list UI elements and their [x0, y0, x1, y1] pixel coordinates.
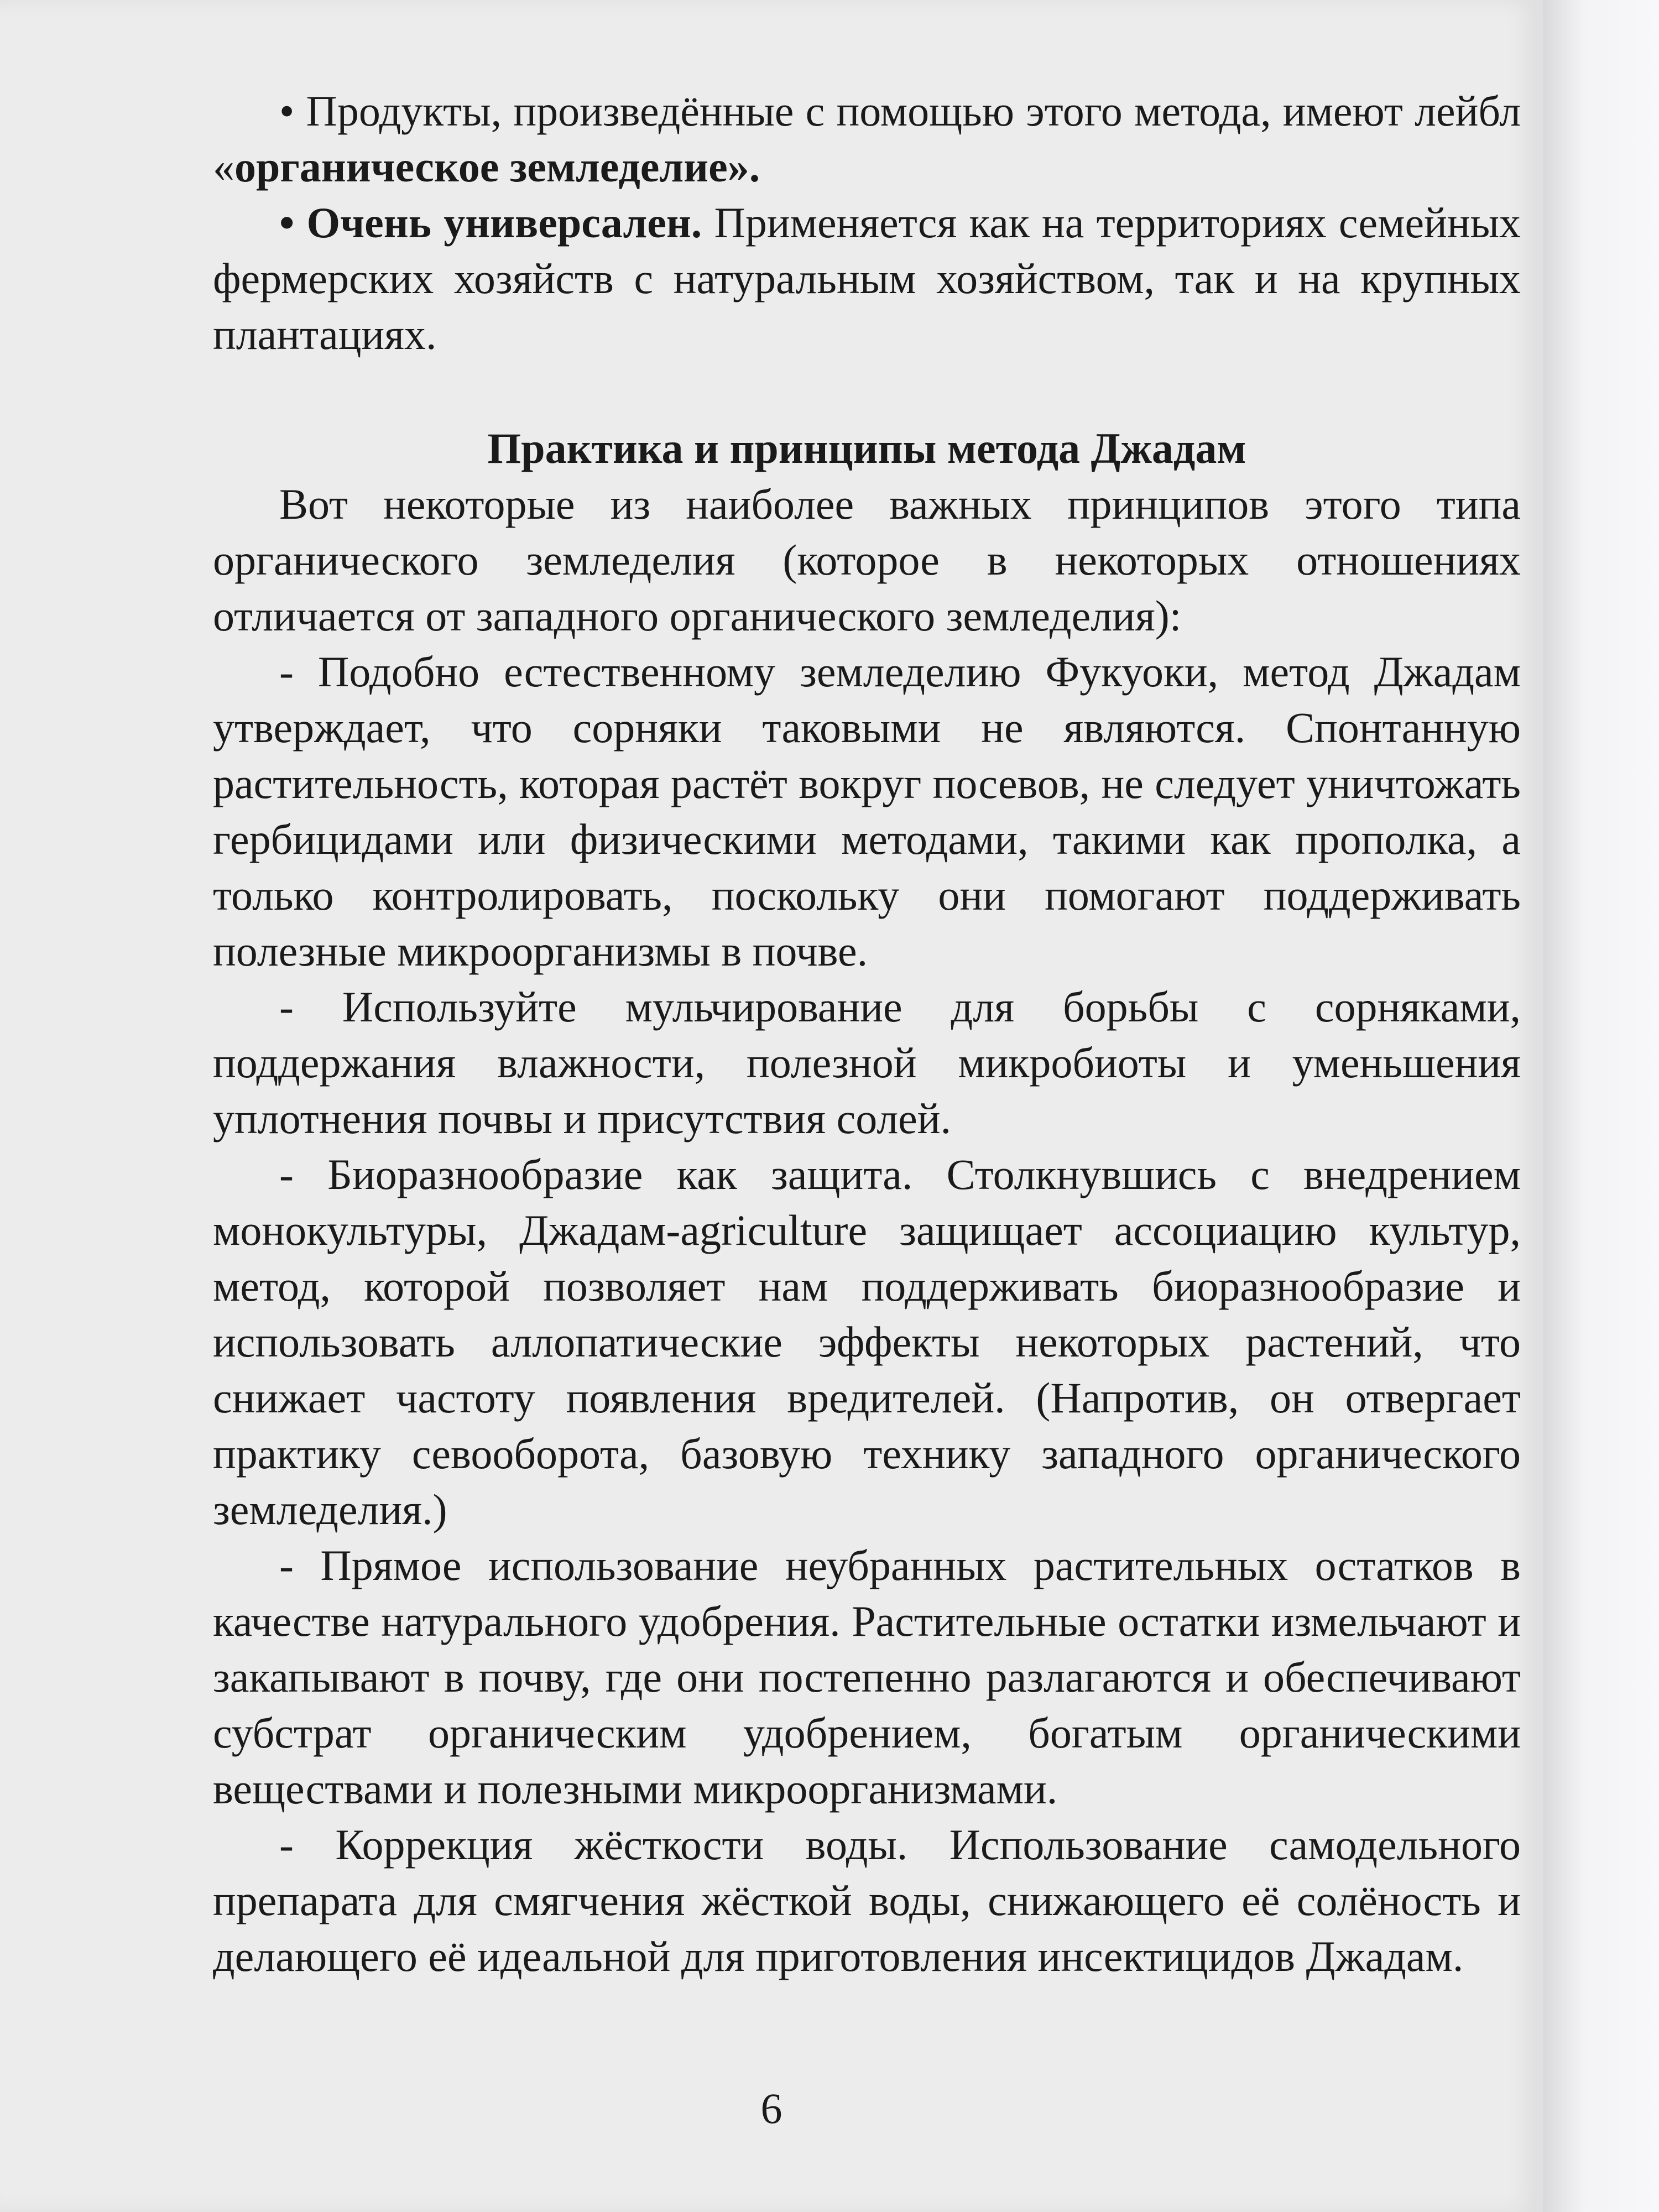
paragraph-mulching: - Используйте мульчирование для борьбы с сорняками, поддержания влажности, полезной микробиоты и уменьшения уплотнения почвы и присутствия солей. — [213, 983, 1521, 1142]
paragraph-universal — [213, 195, 1521, 362]
page-edge — [1543, 0, 1659, 2212]
bold-term: органическое земледелие». — [234, 143, 760, 191]
paragraph-biodiversity: - Биоразнообразие как защита. Столкнувшись с внедрением монокультуры, Джадам-agriculture защищает ассоциацию культур, метод, которой позволяет нам поддерживать биоразнообразие и использовать аллопатические эффекты некоторых растений, что снижает частоту появления вредителей. (Напротив, он отвергает практику севооборота, базовую технику западного органического земледелия.) — [213, 1150, 1521, 1533]
paragraph-organic-label — [213, 83, 1521, 195]
section-heading: Практика и принципы метода Джадам — [487, 424, 1246, 472]
bold-term: • Очень универсален. — [279, 199, 702, 247]
paragraph-text: • Продукты, произведённые с помощью этого метода, имеют лейбл « — [213, 87, 1521, 191]
paragraph-intro: Вот некоторые из наиболее важных принципов этого типа органического земледелия (которое в некоторых отношениях отличается от западного органического земледелия): — [213, 480, 1521, 640]
paragraph-water-hardness: - Коррекция жёсткости воды. Использование самодельного препарата для смягчения жёсткой воды, снижающего её солёность и делающего её идеальной для приготовления инсектицидов Джадам. — [213, 1820, 1521, 1980]
paragraph-weeds: - Подобно естественному земледелию Фукуоки, метод Джадам утверждает, что сорняки таковыми не являются. Спонтанную растительность, которая растёт вокруг посевов, не следует уничтожать гербицидами или физическими методами, такими как прополка, а только контролировать, поскольку они помогают поддерживать полезные микроорганизмы в почве. — [213, 648, 1521, 975]
page-text — [213, 83, 1521, 1984]
paragraph-text: Применяется как на территориях семейных фермерских хозяйств с натуральным хозяйством, так и на крупных плантациях. — [213, 199, 1521, 358]
page-number: 6 — [760, 2084, 782, 2132]
paragraph-residues: - Прямое использование неубранных растительных остатков в качестве натурального удобрения. Растительные остатки измельчают и закапывают в почву, где они постепенно разлагаются и обеспечивают субстрат органическим удобрением, богатым органическими веществами и полезными микроорганизмами. — [213, 1541, 1521, 1813]
